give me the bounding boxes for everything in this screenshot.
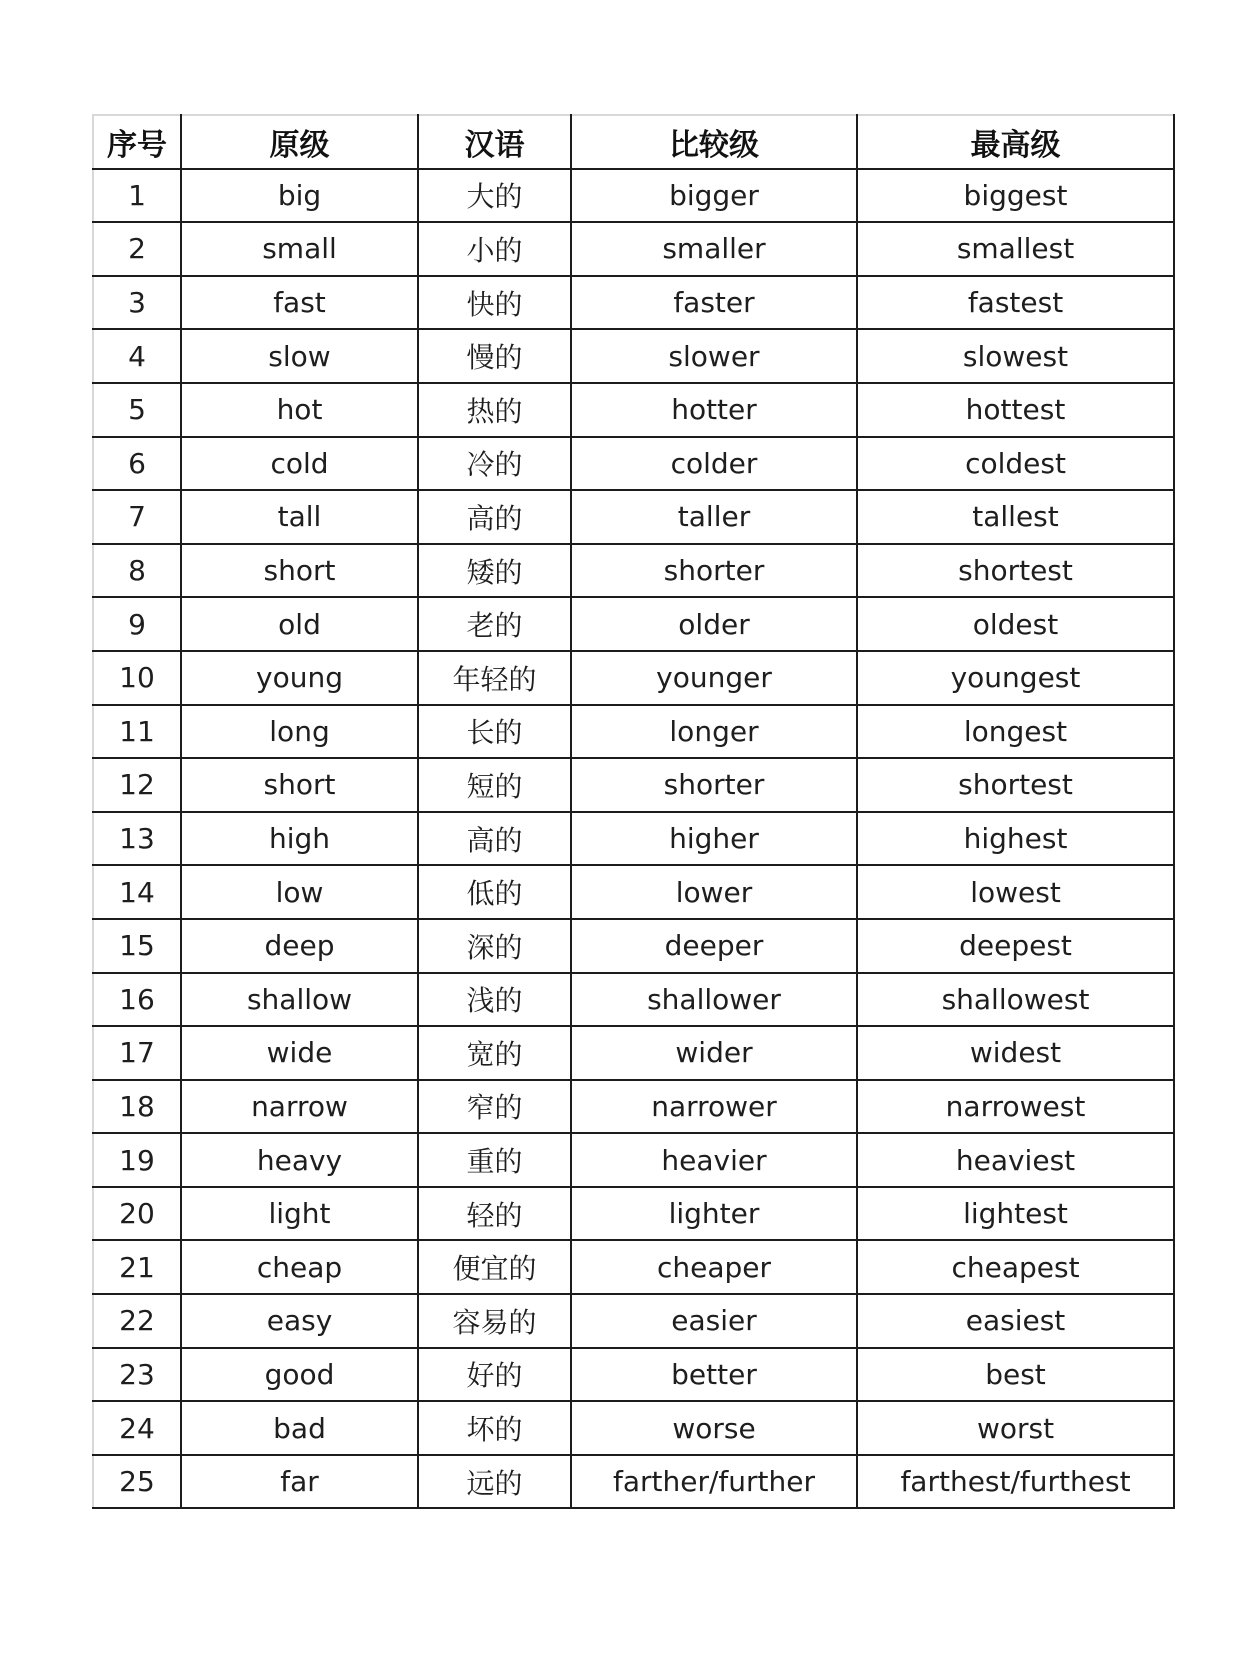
cell-superlative: youngest [857,651,1174,705]
table-row [93,812,1174,866]
cell-chinese: 高的 [418,812,571,866]
cell-chinese: 低的 [418,865,571,919]
cell-comparative: older [571,597,857,651]
cell-comparative: heavier [571,1133,857,1187]
cell-index: 20 [93,1187,181,1241]
cell-index: 9 [93,597,181,651]
cell-index: 13 [93,812,181,866]
cell-base: fast [181,276,418,330]
cell-chinese: 慢的 [418,329,571,383]
table-row [93,383,1174,437]
cell-base: easy [181,1294,418,1348]
table-row [93,1240,1174,1294]
cell-index: 7 [93,490,181,544]
table-row [93,1133,1174,1187]
cell-base: heavy [181,1133,418,1187]
cell-chinese: 宽的 [418,1026,571,1080]
cell-comparative: lower [571,865,857,919]
cell-superlative: oldest [857,597,1174,651]
cell-chinese: 年轻的 [418,651,571,705]
cell-index: 25 [93,1455,181,1509]
cell-base: cold [181,437,418,491]
cell-superlative: farthest/furthest [857,1455,1174,1509]
cell-base: shallow [181,973,418,1027]
cell-superlative: smallest [857,222,1174,276]
cell-comparative: farther/further [571,1455,857,1509]
table-row [93,919,1174,973]
cell-comparative: lighter [571,1187,857,1241]
table-row [93,490,1174,544]
cell-superlative: deepest [857,919,1174,973]
header-row [93,115,1174,169]
cell-base: bad [181,1401,418,1455]
cell-index: 23 [93,1348,181,1402]
cell-comparative: higher [571,812,857,866]
cell-comparative: taller [571,490,857,544]
cell-comparative: longer [571,705,857,759]
cell-chinese: 深的 [418,919,571,973]
cell-chinese: 浅的 [418,973,571,1027]
adjective-comparison-sheet [92,114,1173,1509]
cell-superlative: tallest [857,490,1174,544]
cell-superlative: heaviest [857,1133,1174,1187]
cell-superlative: widest [857,1026,1174,1080]
cell-comparative: better [571,1348,857,1402]
table-row [93,758,1174,812]
cell-superlative: hottest [857,383,1174,437]
cell-index: 8 [93,544,181,598]
cell-index: 1 [93,169,181,223]
cell-chinese: 短的 [418,758,571,812]
cell-chinese: 轻的 [418,1187,571,1241]
table-row [93,865,1174,919]
cell-base: young [181,651,418,705]
cell-comparative: colder [571,437,857,491]
cell-superlative: longest [857,705,1174,759]
cell-comparative: shorter [571,758,857,812]
header-base-form: 原级 [181,115,418,169]
table-row [93,1026,1174,1080]
cell-base: old [181,597,418,651]
cell-base: good [181,1348,418,1402]
cell-chinese: 快的 [418,276,571,330]
table-row [93,222,1174,276]
cell-chinese: 重的 [418,1133,571,1187]
cell-base: hot [181,383,418,437]
cell-index: 6 [93,437,181,491]
header-chinese: 汉语 [418,115,571,169]
cell-superlative: lightest [857,1187,1174,1241]
cell-superlative: narrowest [857,1080,1174,1134]
header-index: 序号 [93,115,181,169]
cell-superlative: highest [857,812,1174,866]
cell-superlative: biggest [857,169,1174,223]
cell-base: small [181,222,418,276]
table-row [93,1080,1174,1134]
cell-superlative: shallowest [857,973,1174,1027]
cell-chinese: 大的 [418,169,571,223]
table-row [93,329,1174,383]
cell-chinese: 热的 [418,383,571,437]
cell-index: 21 [93,1240,181,1294]
cell-comparative: easier [571,1294,857,1348]
cell-base: tall [181,490,418,544]
cell-index: 24 [93,1401,181,1455]
header-superlative: 最高级 [857,115,1174,169]
cell-index: 15 [93,919,181,973]
cell-comparative: smaller [571,222,857,276]
cell-index: 4 [93,329,181,383]
cell-chinese: 矮的 [418,544,571,598]
cell-index: 2 [93,222,181,276]
cell-superlative: fastest [857,276,1174,330]
cell-chinese: 小的 [418,222,571,276]
cell-superlative: shortest [857,544,1174,598]
cell-base: cheap [181,1240,418,1294]
cell-base: wide [181,1026,418,1080]
cell-base: far [181,1455,418,1509]
cell-base: long [181,705,418,759]
table-row [93,1348,1174,1402]
cell-index: 22 [93,1294,181,1348]
cell-superlative: easiest [857,1294,1174,1348]
table-row [93,1294,1174,1348]
table-row [93,544,1174,598]
cell-superlative: best [857,1348,1174,1402]
cell-chinese: 冷的 [418,437,571,491]
cell-base: low [181,865,418,919]
cell-base: light [181,1187,418,1241]
cell-chinese: 便宜的 [418,1240,571,1294]
cell-base: narrow [181,1080,418,1134]
cell-comparative: faster [571,276,857,330]
cell-index: 3 [93,276,181,330]
table-row [93,1401,1174,1455]
table-row [93,597,1174,651]
cell-chinese: 长的 [418,705,571,759]
cell-base: short [181,758,418,812]
cell-index: 18 [93,1080,181,1134]
cell-comparative: bigger [571,169,857,223]
table-row [93,1455,1174,1509]
table-row [93,651,1174,705]
cell-comparative: cheaper [571,1240,857,1294]
table-row [93,973,1174,1027]
cell-superlative: slowest [857,329,1174,383]
cell-base: slow [181,329,418,383]
cell-chinese: 高的 [418,490,571,544]
cell-superlative: worst [857,1401,1174,1455]
table-row [93,276,1174,330]
cell-comparative: slower [571,329,857,383]
cell-index: 16 [93,973,181,1027]
cell-superlative: shortest [857,758,1174,812]
cell-base: high [181,812,418,866]
cell-comparative: narrower [571,1080,857,1134]
cell-index: 19 [93,1133,181,1187]
cell-comparative: worse [571,1401,857,1455]
cell-base: big [181,169,418,223]
table-row [93,169,1174,223]
cell-chinese: 远的 [418,1455,571,1509]
cell-index: 12 [93,758,181,812]
cell-comparative: shorter [571,544,857,598]
cell-index: 17 [93,1026,181,1080]
cell-comparative: shallower [571,973,857,1027]
cell-chinese: 坏的 [418,1401,571,1455]
cell-index: 10 [93,651,181,705]
cell-chinese: 好的 [418,1348,571,1402]
cell-superlative: lowest [857,865,1174,919]
cell-base: deep [181,919,418,973]
adjective-comparison-table [92,114,1175,1509]
cell-superlative: cheapest [857,1240,1174,1294]
table-body [93,169,1174,1509]
cell-comparative: deeper [571,919,857,973]
cell-comparative: younger [571,651,857,705]
cell-chinese: 窄的 [418,1080,571,1134]
cell-index: 5 [93,383,181,437]
cell-index: 11 [93,705,181,759]
cell-chinese: 容易的 [418,1294,571,1348]
table-row [93,1187,1174,1241]
table-row [93,705,1174,759]
cell-index: 14 [93,865,181,919]
cell-comparative: wider [571,1026,857,1080]
cell-chinese: 老的 [418,597,571,651]
table-row [93,437,1174,491]
header-comparative: 比较级 [571,115,857,169]
cell-base: short [181,544,418,598]
cell-comparative: hotter [571,383,857,437]
cell-superlative: coldest [857,437,1174,491]
